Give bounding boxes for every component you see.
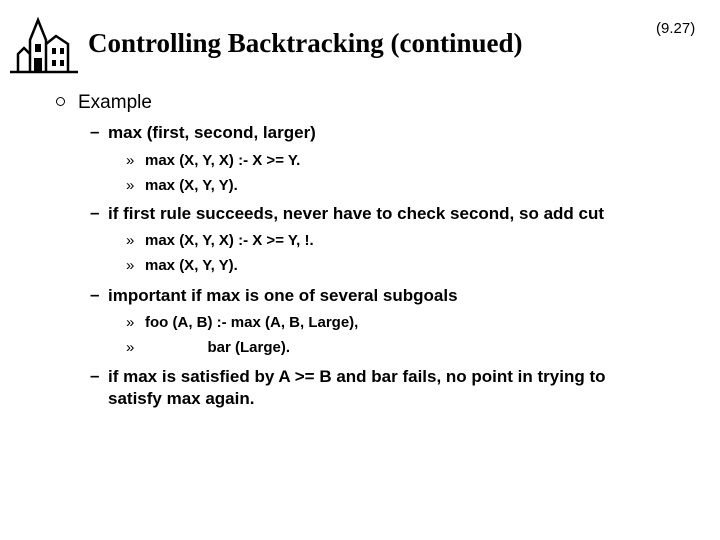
list-item-text: important if max is one of several subgoals — [108, 286, 458, 305]
dash-marker: – — [90, 366, 100, 385]
raquo-marker: » — [126, 177, 135, 194]
slide-title: Controlling Backtracking (continued) — [88, 28, 523, 58]
code-text: bar (Large). — [145, 339, 291, 356]
code-text: max (X, Y, X) :- X >= Y. — [145, 152, 301, 169]
code-text: max (X, Y, Y). — [145, 177, 238, 194]
raquo-marker: » — [126, 152, 135, 169]
bullet-circle-icon — [56, 97, 65, 106]
raquo-marker: » — [126, 232, 135, 249]
raquo-marker: » — [126, 257, 135, 274]
raquo-marker: » — [126, 314, 135, 331]
castle-logo-icon — [8, 10, 80, 76]
dash-marker: – — [90, 122, 100, 141]
raquo-marker: » — [126, 339, 135, 356]
list-item-text: if first rule succeeds, never have to check second, so add cut — [108, 204, 605, 223]
code-text: max (X, Y, Y). — [145, 257, 238, 274]
list-item-text-line2: satisfy max again. — [108, 389, 255, 408]
list-item-text: max (first, second, larger) — [108, 123, 316, 142]
dash-marker: – — [90, 285, 100, 304]
dash-marker: – — [90, 203, 100, 222]
slide-number: (9.27) — [656, 20, 696, 37]
code-text: max (X, Y, X) :- X >= Y, !. — [145, 232, 314, 249]
code-text: foo (A, B) :- max (A, B, Large), — [145, 314, 359, 331]
list-item-text-line1: if max is satisfied by A >= B and bar fails, no point in trying to — [108, 367, 606, 386]
bullet-text: Example — [78, 92, 152, 113]
